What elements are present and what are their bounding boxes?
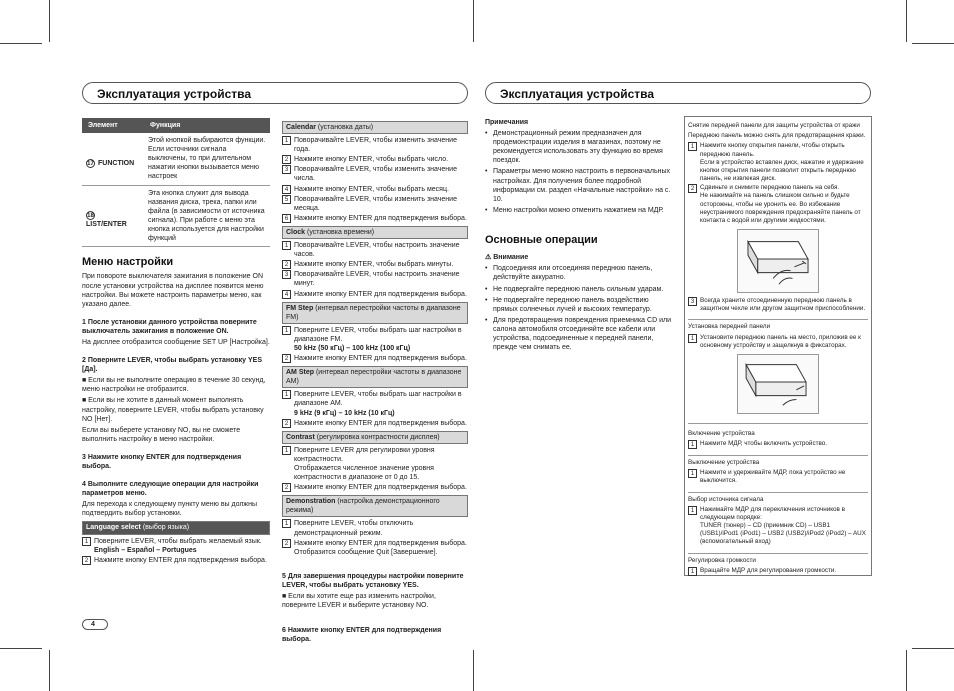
section-volume (688, 554, 868, 576)
element-name: FUNCTION (98, 159, 135, 167)
crop-mark (906, 0, 907, 42)
list-item: • Демонстрационный режим предназначен для продемонстрации изделия в магазинах, поэтому не рекомендуется использовать эту функцию во время поездок. (485, 130, 663, 165)
list-item: • Подсоединяя или отсоединяя переднюю панель, действуйте аккуратно. (485, 265, 653, 282)
step: 1 Нажмите МДР, чтобы включить устройство. (688, 440, 868, 449)
column-far-right (684, 116, 872, 576)
table-row (82, 133, 270, 185)
setting-bar-calendar: Calendar (установка даты) (282, 121, 468, 134)
step: 1 Поверните LEVER, чтобы выбрать шаг настройки в диапазоне AM. 9 kHz (9 кГц) – 10 kHz (10 кГц) (282, 390, 468, 417)
page-number: 4 (82, 619, 108, 630)
step: 1 Вращайте МДР для регулирования громкости. (688, 567, 868, 576)
paragraph: На дисплее отобразится сообщение SET UP [Настройка]. (82, 338, 270, 346)
crop-mark (0, 43, 42, 44)
step: 1 Поворачивайте LEVER, чтобы изменить значение года. (282, 136, 468, 154)
bullet: ■ Если вы хотите еще раз изменить настройки, поверните LEVER и выберите установку NO. (282, 593, 436, 610)
step: 2 Нажмите кнопку ENTER для подтверждения выбора. (282, 419, 468, 428)
table-header-element: Элемент (82, 118, 144, 133)
step: 2 Нажмите кнопку ENTER для подтверждения выбора. (282, 354, 468, 363)
paragraph: Для перехода к следующему пункту меню вы должны подтвердить выбор установки. (82, 501, 258, 518)
step: 5 Поворачивайте LEVER, чтобы изменить значение месяца. (282, 195, 468, 213)
element-description: Этой кнопкой выбираются функции. Если источники сигнала выключены, то при длительном нажатии кнопки вызывается меню настроек (144, 133, 270, 185)
step: 1 Поверните LEVER, чтобы выбрать шаг настройки в диапазоне FM. 50 kHz (50 кГц) – 100 kHz (100 кГц) (282, 326, 468, 353)
step-heading: 5 Для завершения процедуры настройки поверните LEVER, чтобы выбрать установку YES. (282, 572, 464, 589)
section-title: Включение устройства (688, 429, 755, 437)
step: 1 Нажимайте МДР для переключения источников в следующем порядке: TUNER (тюнер) – CD (приемник CD) – USB1 (USB1)/iPod1 (iPod1) – USB2 (USB2)/iPod2 (iPod2) – AUX (вспомогательный вход) (688, 506, 868, 547)
step: 2 Сдвиньте и снимите переднюю панель на себя. Не нажимайте на панель слишком сильно и будьте осторожны, чтобы не уронить ее. Во избежание неустранимого повреждения предохраняйте панель от контакта с водой или другими жидкостями. (688, 184, 868, 225)
element-name: LIST/ENTER (86, 221, 127, 229)
section-power-off (688, 456, 868, 493)
crop-mark (473, 0, 474, 42)
section-title: Снятие передней панели для защиты устройства от кражи (688, 122, 860, 129)
function-table (82, 118, 270, 247)
step-heading: 1 После установки данного устройства поверните выключатель зажигания в положение ON. (82, 318, 257, 335)
paragraph: Если вы выберете установку NO, вы не сможете выполнить настройку в меню настройки. (82, 426, 241, 443)
bullet: ■ Если вы не хотите в данный момент выполнять настройку, поверните LEVER, чтобы выбрать установку NO [Нет]. (82, 397, 264, 423)
page-title-left: Эксплуатация устройства (82, 82, 468, 104)
setting-bar-am-step: AM Step (интервал перестройки частоты в диапазоне AM) (282, 366, 468, 388)
step: 2 Нажмите кнопку ENTER для подтверждения выбора. Отобразится сообщение Quit [Завершение]. (282, 539, 468, 557)
section-attach-panel (688, 320, 868, 424)
step: 2 Нажмите кнопку ENTER, чтобы выбрать число. (282, 155, 468, 164)
callout-number: 17 (87, 160, 94, 167)
column-left (82, 118, 270, 566)
step: 2 Нажмите кнопку ENTER для подтверждения выбора. (82, 556, 270, 565)
warning-icon: ⚠ (485, 254, 492, 262)
list-item: • Не подвергайте переднюю панель сильным ударам. (485, 285, 664, 293)
crop-mark (912, 43, 954, 44)
step: 1 Установите переднюю панель на место, приложив ее к основному устройству и защелкнув в фиксаторах. (688, 334, 868, 350)
setting-bar-language: Language select (выбор языка) (82, 521, 270, 534)
step: 4 Нажмите кнопку ENTER для подтверждения выбора. (282, 290, 468, 299)
step: 6 Нажмите кнопку ENTER для подтверждения выбора. (282, 214, 468, 223)
crop-mark (906, 650, 907, 691)
panel-removal-illustration (737, 229, 819, 293)
element-description: Эта кнопка служит для вывода названия диска, трека, папки или файла (в зависимости от источника сигнала). При работе с меню эта кнопка используется для настройки функций (144, 185, 270, 247)
list-item: • Для предотвращения повреждения приемника CD или салона автомобиля отсоединяйте все кабели или устройства, подсоединенные к передней панели, прежде чем снимать ее. (485, 316, 671, 352)
section-remove-panel (688, 119, 868, 320)
crop-mark (49, 650, 50, 691)
bullet: ■ Если вы не выполните операцию в течение 30 секунд, меню настройки не отобразится. (82, 377, 266, 394)
crop-mark (473, 650, 474, 691)
step: 1 Нажмите кнопку открытия панели, чтобы открыть переднюю панель. Если в устройство вставлен диск, нажатие и удержание кнопки открытия панели позволит открыть переднюю панель, не извлекая диск. (688, 142, 868, 183)
step: 2 Нажмите кнопку ENTER для подтверждения выбора. (282, 483, 468, 492)
step: 3 Поворачивайте LEVER, чтобы изменить значение числа. (282, 165, 468, 183)
list-item: • Не подвергайте переднюю панель воздействию прямых солнечных лучей и высоких температур. (485, 296, 652, 313)
caution-title: Внимание (493, 254, 529, 262)
setting-bar-contrast: Contrast (регулировка контрастности дисплея) (282, 431, 468, 444)
section-title-basic-operations: Основные операции (485, 233, 598, 246)
list-item: • Меню настройки можно отменить нажатием на МДР. (485, 206, 664, 214)
section-power-on (688, 424, 868, 456)
list-item: • Параметры меню можно настроить в первоначальных настройках. Для получения более подробной информации см. раздел «Начальные настройки» на с. 10. (485, 168, 671, 203)
step-heading: 4 Выполните следующие операции для настройки параметров меню. (82, 481, 259, 498)
section-title: Регулировка громкости (688, 556, 756, 564)
section-title-setup-menu: Меню настройки (82, 256, 174, 269)
section-title: Выбор источника сигнала (688, 495, 764, 503)
setting-bar-fm-step: FM Step (интервал перестройки частоты в диапазоне FM) (282, 302, 468, 324)
section-source-select (688, 493, 868, 554)
step-heading: 3 Нажмите кнопку ENTER для подтверждения выбора. (82, 453, 242, 471)
section-title: Выключение устройства (688, 459, 760, 467)
column-right (485, 118, 673, 354)
step: 1 Поверните LEVER, чтобы отключить демонстрационный режим. (282, 519, 468, 537)
step: 1 Поверните LEVER для регулировки уровня контрастности. Отображается численное значение уровня контрастности в диапазоне от 0 до 15. (282, 446, 468, 482)
section-title: Установка передней панели (688, 323, 771, 331)
crop-mark (49, 0, 50, 42)
column-middle (282, 118, 468, 646)
page-title-right: Эксплуатация устройства (485, 82, 871, 104)
crop-mark (0, 648, 42, 649)
step: 1 Нажмите и удерживайте МДР, пока устройство не выключится. (688, 469, 868, 485)
step: 4 Нажмите кнопку ENTER, чтобы выбрать месяц. (282, 185, 468, 194)
step: 3 Поворачивайте LEVER, чтобы настроить значение минут. (282, 270, 468, 288)
paragraph: При повороте выключателя зажигания в положение ON после установки устройства на дисплее появится меню настройки. Вы можете настроить параметры меню, как указано далее. (82, 273, 264, 308)
table-row (82, 185, 270, 247)
step: 3 Всегда храните отсоединенную переднюю панель в защитном чехле или другом защитном приспособлении. (688, 297, 868, 313)
crop-mark (912, 648, 954, 649)
setting-bar-clock: Clock (установка времени) (282, 226, 468, 239)
step: 1 Поворачивайте LEVER, чтобы настроить значение часов. (282, 241, 468, 259)
notes-title: Примечания (485, 119, 529, 126)
setting-bar-demonstration: Demonstration (настройка демонстрационного режима) (282, 495, 468, 517)
panel-attach-illustration (737, 354, 819, 414)
paragraph: Переднюю панель можно снять для предотвращения кражи. (688, 132, 866, 140)
step: 1 Поверните LEVER, чтобы выбрать желаемый язык. English – Español – Portugues (82, 537, 270, 555)
step-heading: 2 Поверните LEVER, чтобы выбрать установку YES [Да]. (82, 357, 263, 374)
table-header-function: Функция (144, 118, 270, 133)
step: 2 Нажмите кнопку ENTER, чтобы выбрать минуты. (282, 260, 468, 269)
step-heading: 6 Нажмите кнопку ENTER для подтверждения выбора. (282, 627, 442, 644)
callout-number: 18 (87, 213, 94, 220)
